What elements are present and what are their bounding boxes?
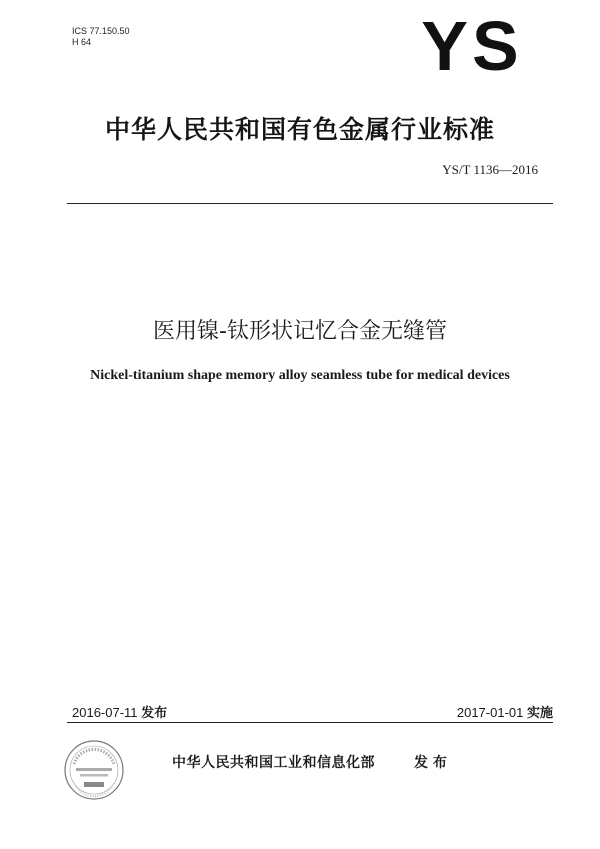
standard-number: YS/T 1136—2016 xyxy=(442,162,538,177)
title-chinese: 医用镍-钛形状记忆合金无缝管 xyxy=(153,319,447,344)
implementation-date: 2017-01-01 xyxy=(456,705,524,720)
ccs-code: H 64 xyxy=(72,37,92,47)
ics-code: ICS 77.150.50 xyxy=(72,26,130,36)
publish-label: 发 布 xyxy=(414,755,447,771)
implementation-date-line xyxy=(330,702,553,721)
bottom-divider xyxy=(67,722,553,723)
implementation-label: 实施 xyxy=(526,706,553,721)
classification-codes xyxy=(72,26,130,48)
issue-label: 发布 xyxy=(141,706,168,721)
title-english: Nickel-titanium shape memory alloy seamless tube for medical devices xyxy=(90,368,510,383)
publisher-name: 中华人民共和国工业和信息化部 xyxy=(172,755,375,771)
distributor-seal-stamp xyxy=(62,738,126,802)
issue-date-line xyxy=(72,702,167,721)
issue-date: 2016-07-11 xyxy=(72,705,138,720)
top-divider xyxy=(67,203,553,204)
ys-logo xyxy=(414,14,530,76)
ys-logo-text: YS xyxy=(421,14,523,76)
organization-title: 中华人民共和国有色金属行业标准 xyxy=(104,115,495,144)
